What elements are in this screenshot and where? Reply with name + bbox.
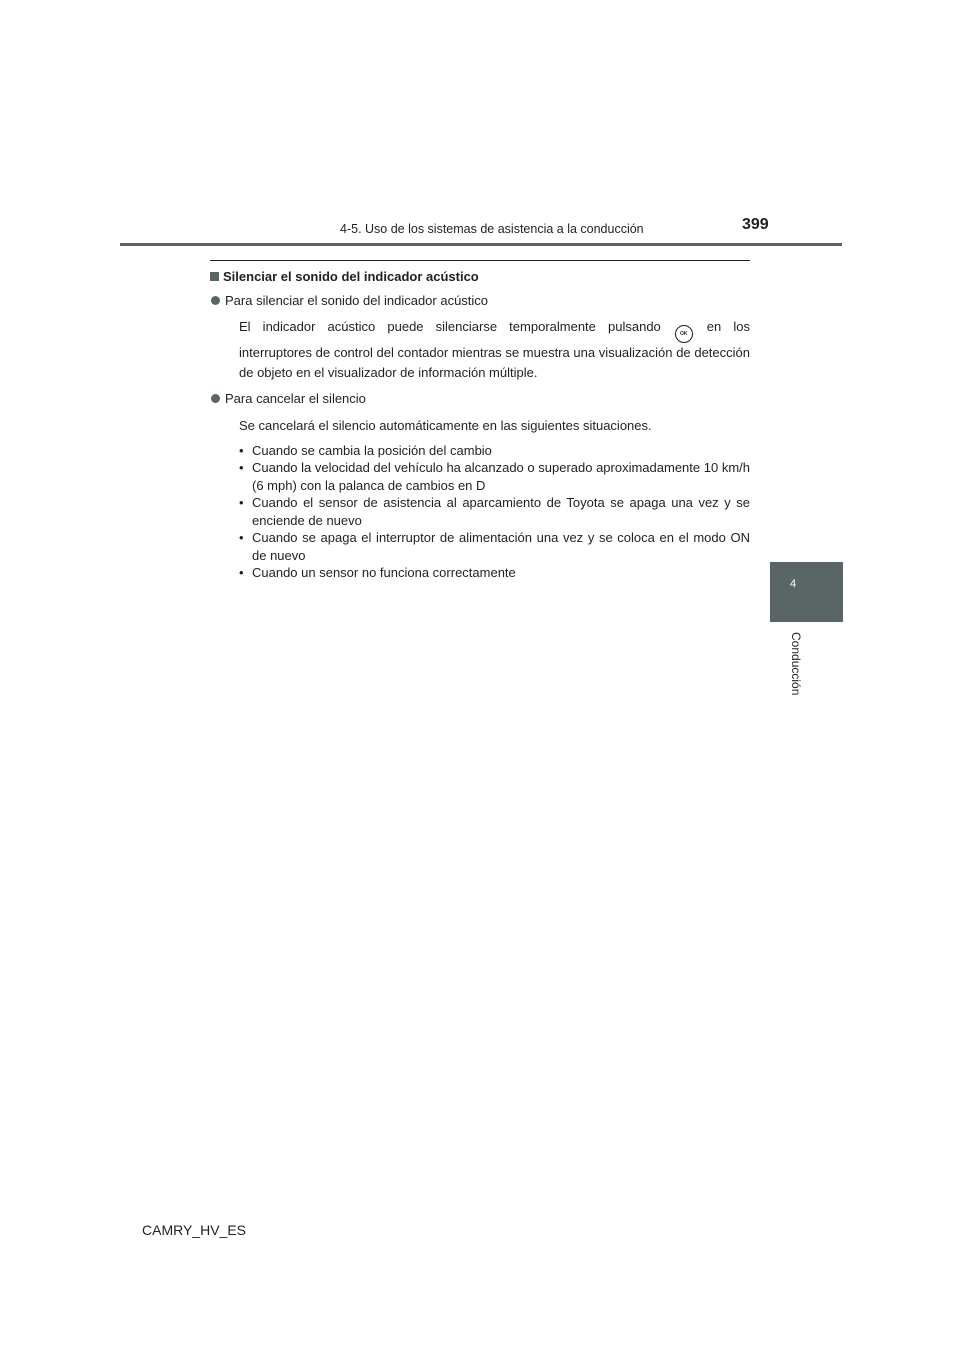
header-rule xyxy=(120,243,842,246)
list-item: • Cuando el sensor de asistencia al aparcamiento de Toyota se apaga una vez y se enciende de nuevo xyxy=(239,495,750,528)
bullet-title: Para silenciar el sonido del indicador acústico xyxy=(225,292,489,308)
page-number: 399 xyxy=(742,216,769,233)
paragraph-text-start: El indicador acústico puede silenciarse temporalmente pulsando xyxy=(239,319,661,334)
list-marker: • xyxy=(239,565,244,580)
paragraph xyxy=(239,416,750,436)
bullet-item xyxy=(226,292,750,310)
list-marker: • xyxy=(239,460,244,475)
page-content xyxy=(210,266,750,582)
circle-bullet-icon xyxy=(211,296,220,305)
list-item: • Cuando un sensor no funciona correctamente xyxy=(239,565,516,580)
list-item: • Cuando se cambia la posición del cambio xyxy=(239,442,492,458)
circle-bullet-icon xyxy=(211,394,220,403)
square-bullet-icon xyxy=(210,272,219,281)
chapter-number: 4 xyxy=(789,578,797,590)
list-marker: • xyxy=(239,495,244,510)
section-heading xyxy=(210,268,750,286)
paragraph-text-end: en los interruptores de control del contador mientras se muestra una visualización de detección de objeto en el visualizador de información múltiple. xyxy=(239,319,750,380)
footer-code: CAMRY_HV_ES xyxy=(142,1222,247,1238)
section-rule xyxy=(210,260,750,261)
paragraph-text: Se cancelará el silencio automáticamente en las siguientes situaciones. xyxy=(239,417,652,433)
list-marker: • xyxy=(239,530,244,545)
list-item: • Cuando se apaga el interruptor de alimentación una vez y se coloca en el modo ON de nuevo xyxy=(239,530,750,563)
header-title: 4-5. Uso de los sistemas de asistencia a la conducción xyxy=(340,222,644,236)
ok-button-icon: OK xyxy=(675,325,693,343)
situations-list xyxy=(239,442,750,582)
bullet-item xyxy=(226,390,750,408)
list-item: • Cuando la velocidad del vehículo ha alcanzado o superado aproximadamente 10 km/h (6 mph) con la palanca de cambios en D xyxy=(239,460,750,493)
paragraph xyxy=(239,317,750,383)
list-marker: • xyxy=(239,442,244,458)
chapter-tab xyxy=(770,562,843,622)
chapter-label: Conducción xyxy=(789,632,803,696)
section-heading-text: Silenciar el sonido del indicador acústico xyxy=(223,269,479,284)
bullet-title: Para cancelar el silencio xyxy=(225,391,366,406)
